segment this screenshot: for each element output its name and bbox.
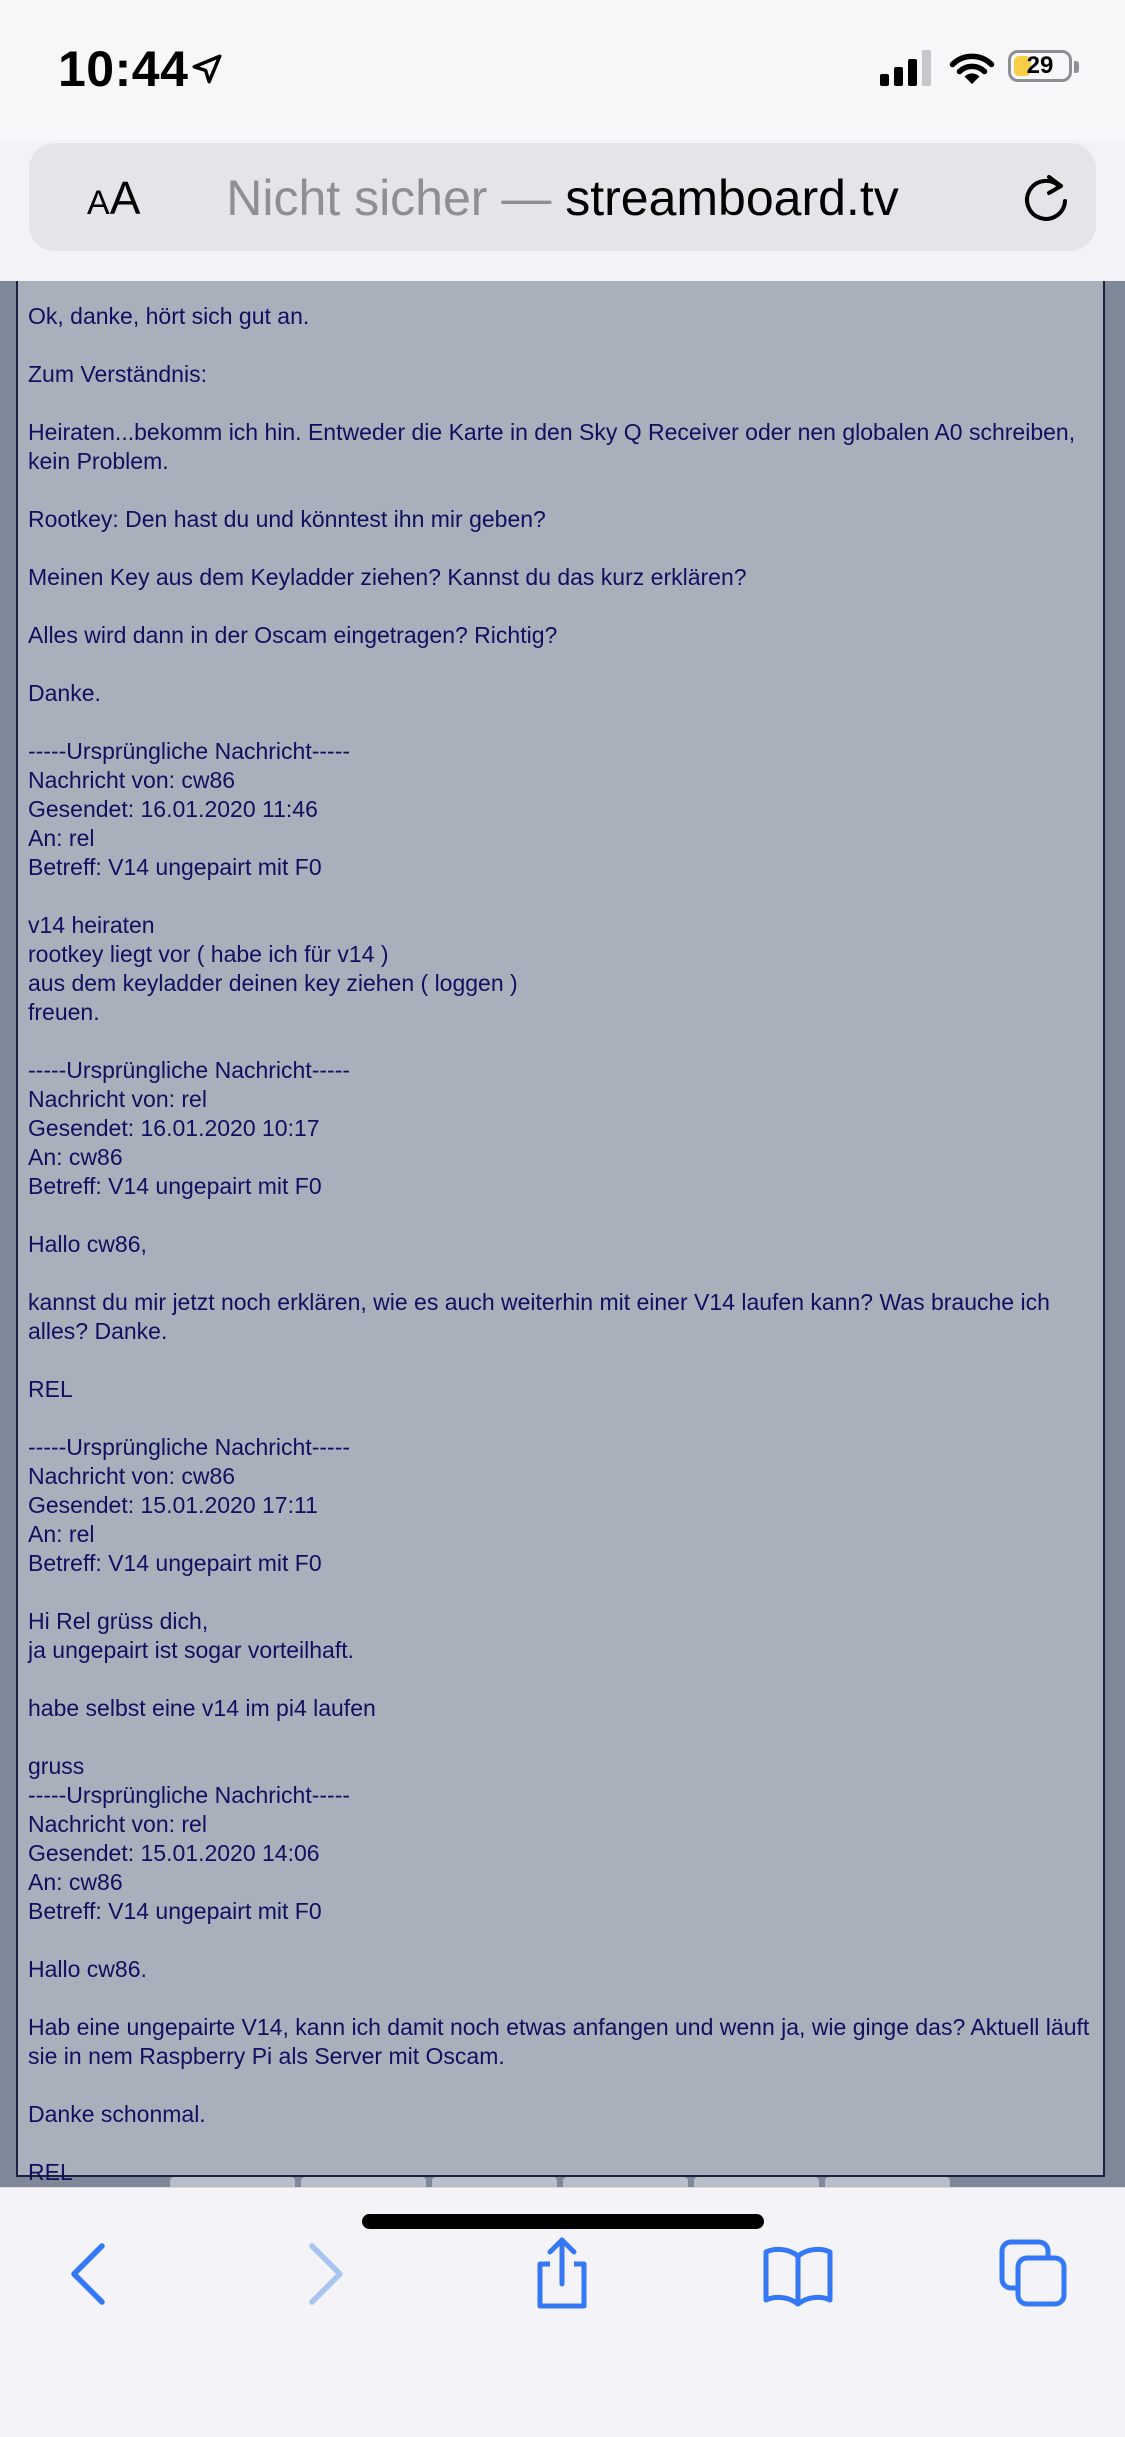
- blank-line: [28, 1346, 1093, 1375]
- url-domain: streamboard.tv: [565, 170, 899, 226]
- web-content[interactable]: [0, 281, 1125, 2187]
- bottom-tab-strip: [170, 2177, 950, 2187]
- message-line: Heiraten...bekomm ich hin. Entweder die Karte in den Sky Q Receiver oder nen globalen A0 schreiben, kein Problem.: [28, 419, 1076, 474]
- message-line: v14 heiraten: [28, 912, 155, 938]
- blank-line: [28, 534, 1093, 563]
- message-line: Betreff: V14 ungepairt mit F0: [28, 1898, 322, 1924]
- status-time: 10:44: [58, 41, 189, 97]
- bottom-tab: [432, 2177, 557, 2187]
- blank-line: [28, 592, 1093, 621]
- message-line: Hi Rel grüss dich,: [28, 1608, 209, 1634]
- message-line: kannst du mir jetzt noch erklären, wie es auch weiterhin mit einer V14 laufen kann? Was brauche ich alles? Danke.: [28, 1289, 1050, 1344]
- message-line: Meinen Key aus dem Keyladder ziehen? Kannst du das kurz erklären?: [28, 564, 747, 590]
- message-line: Ok, danke, hört sich gut an.: [28, 303, 310, 329]
- url-display[interactable]: [149, 169, 976, 227]
- message-line: -----Ursprüngliche Nachricht-----: [28, 1782, 351, 1808]
- message-line: Gesendet: 15.01.2020 14:06: [28, 1840, 320, 1866]
- bottom-tab: [563, 2177, 688, 2187]
- message-line: An: rel: [28, 825, 95, 851]
- message-line: Nachricht von: cw86: [28, 1463, 236, 1489]
- blank-line: [28, 1404, 1093, 1433]
- blank-line: [28, 1259, 1093, 1288]
- message-line: REL: [28, 1376, 73, 1402]
- message-line: aus dem keyladder deinen key ziehen ( loggen ): [28, 970, 518, 996]
- message-line: REL: [28, 2159, 73, 2185]
- message-line: Gesendet: 16.01.2020 10:17: [28, 1115, 320, 1141]
- message-line: Hallo cw86.: [28, 1956, 147, 1982]
- bottom-tab: [170, 2177, 295, 2187]
- blank-line: [28, 1926, 1093, 1955]
- location-arrow-icon: [190, 52, 224, 86]
- blank-line: [28, 650, 1093, 679]
- message-line: Betreff: V14 ungepairt mit F0: [28, 1173, 322, 1199]
- blank-line: [28, 1578, 1093, 1607]
- status-bar: [0, 0, 1125, 140]
- blank-line: [28, 1027, 1093, 1056]
- message-line: Nachricht von: cw86: [28, 767, 236, 793]
- signal-icon: [880, 50, 932, 86]
- wifi-icon: [948, 48, 996, 86]
- bottom-tab: [825, 2177, 950, 2187]
- message-line: ja ungepairt ist sogar vorteilhaft.: [28, 1637, 355, 1663]
- bottom-tab: [301, 2177, 426, 2187]
- message-line: An: cw86: [28, 1869, 123, 1895]
- message-line: Alles wird dann in der Oscam eingetragen? Richtig?: [28, 622, 558, 648]
- share-icon[interactable]: [522, 2234, 602, 2314]
- blank-line: [28, 1201, 1093, 1230]
- blank-line: [28, 389, 1093, 418]
- message-line: freuen.: [28, 999, 100, 1025]
- message-box: [16, 281, 1105, 2185]
- message-line: -----Ursprüngliche Nachricht-----: [28, 738, 351, 764]
- blank-line: [28, 708, 1093, 737]
- blank-line: [28, 882, 1093, 911]
- message-line: Rootkey: Den hast du und könntest ihn mir geben?: [28, 506, 546, 532]
- security-label: Nicht sicher —: [226, 170, 566, 226]
- message-line: -----Ursprüngliche Nachricht-----: [28, 1434, 351, 1460]
- aa-large-glyph: A: [109, 172, 141, 224]
- battery-level: 29: [1026, 52, 1054, 79]
- battery-cap: [1074, 61, 1079, 73]
- message-line: Betreff: V14 ungepairt mit F0: [28, 854, 322, 880]
- back-icon[interactable]: [50, 2234, 130, 2314]
- message-line: Gesendet: 15.01.2020 17:11: [28, 1492, 318, 1518]
- message-line: An: rel: [28, 1521, 95, 1547]
- message-line: Betreff: V14 ungepairt mit F0: [28, 1550, 322, 1576]
- message-line: Hab eine ungepairte V14, kann ich damit noch etwas anfangen und wenn ja, wie ginge das? Aktuell läuft sie in nem Raspberry Pi als Server mit Oscam.: [28, 2014, 1090, 2069]
- message-line: gruss: [28, 1753, 85, 1779]
- message-line: An: cw86: [28, 1144, 123, 1170]
- bookmarks-icon[interactable]: [758, 2234, 838, 2314]
- browser-toolbar: [0, 2187, 1125, 2437]
- message-line: Gesendet: 16.01.2020 11:46: [28, 796, 318, 822]
- battery-icon: [1008, 50, 1080, 86]
- blank-line: [28, 2071, 1093, 2100]
- message-line: rootkey liegt vor ( habe ich für v14 ): [28, 941, 389, 967]
- message-line: Nachricht von: rel: [28, 1086, 207, 1112]
- message-line: Danke schonmal.: [28, 2101, 206, 2127]
- blank-line: [28, 1665, 1093, 1694]
- reload-icon[interactable]: [1019, 171, 1073, 225]
- url-bar[interactable]: [29, 143, 1096, 251]
- message-line: Zum Verständnis:: [28, 361, 207, 387]
- blank-line: [28, 476, 1093, 505]
- message-line: Nachricht von: rel: [28, 1811, 207, 1837]
- reader-text-size-button[interactable]: [87, 171, 140, 225]
- message-body: [28, 302, 1093, 2187]
- blank-line: [28, 2129, 1093, 2158]
- tabs-icon[interactable]: [994, 2234, 1074, 2314]
- blank-line: [28, 331, 1093, 360]
- home-indicator[interactable]: [362, 2214, 764, 2229]
- bottom-tab: [694, 2177, 819, 2187]
- aa-small-glyph: A: [87, 184, 110, 222]
- message-line: Hallo cw86,: [28, 1231, 147, 1257]
- forward-icon[interactable]: [284, 2234, 364, 2314]
- message-line: -----Ursprüngliche Nachricht-----: [28, 1057, 351, 1083]
- message-line: habe selbst eine v14 im pi4 laufen: [28, 1695, 376, 1721]
- blank-line: [28, 1723, 1093, 1752]
- message-line: Danke.: [28, 680, 101, 706]
- blank-line: [28, 1984, 1093, 2013]
